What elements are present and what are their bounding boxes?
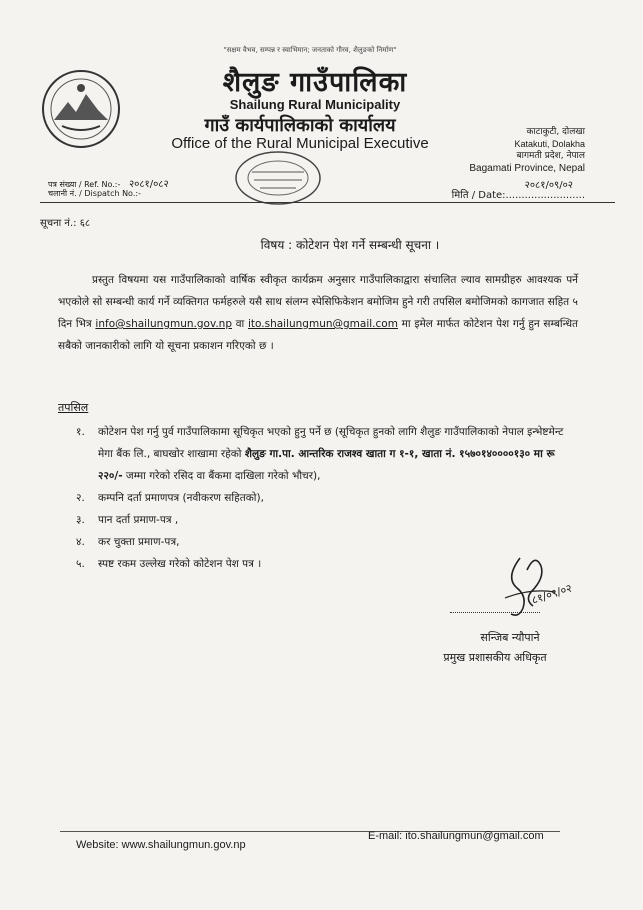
signature-date: ८१/०९/०२ — [529, 581, 574, 607]
municipality-title-english: Shailung Rural Municipality — [229, 97, 401, 112]
list-item-number: ३. — [76, 514, 85, 526]
address-nepali-line-2: बागमती प्रदेश, नेपाल — [516, 151, 585, 161]
motto: "सक्षम वैभव, सम्पन्न र स्वाभिमान; जनताको गौरव, शैलुङको निर्माण" — [223, 46, 397, 54]
list-item-text: कम्पनि दर्ता प्रमाणपत्र (नवीकरण सहितको), — [98, 492, 264, 504]
office-title-english: Office of the Rural Municipal Executive — [171, 135, 429, 152]
header-divider — [40, 202, 615, 203]
notice-body — [58, 269, 578, 357]
notice-number: सूचना नं.: ६८ — [40, 218, 91, 229]
signature-line — [450, 612, 540, 613]
list-item-text-continued: जम्मा गरेको रसिद वा बैंकमा दाखिला गरेको भौचर), — [125, 470, 321, 482]
dispatch-number: चलानी नं. / Dispatch No.:- — [48, 189, 141, 198]
municipality-title-nepali: शैलुङ गाउँपालिका — [222, 67, 408, 98]
list-item-text: स्पष्ट रकम उल्लेख गरेको कोटेशन पेश पत्र । — [98, 558, 262, 570]
list-item-text: कर चुक्ता प्रमाण-पत्र, — [98, 536, 180, 548]
date-value: २०८१/०९/०२ — [524, 180, 573, 191]
office-seal-icon — [232, 148, 324, 208]
list-item-number: २. — [76, 492, 85, 504]
email-link-info[interactable]: info@shailungmun.gov.np — [95, 318, 233, 330]
list-item-number: ५. — [76, 558, 85, 570]
footer-email[interactable]: E-mail: ito.shailungmun@gmail.com — [368, 830, 544, 842]
list-item — [76, 509, 576, 531]
office-title-nepali: गाउँ कार्यपालिकाको कार्यालय — [204, 115, 396, 136]
signatory-title: प्रमुख प्रशासकीय अधिकृत — [443, 651, 547, 664]
list-item — [76, 421, 576, 487]
list-item-number: ४. — [76, 536, 85, 548]
list-item-bold-text: शैलुङ गा.पा. आन्तरिक राजश्व खाता ग १-१, खाता नं. १५७०१४००००१३० मा रू २२०/- — [98, 448, 555, 482]
address-english-line-1: Katakuti, Dolakha — [514, 139, 585, 149]
list-item-text: कोटेशन पेश गर्नु पुर्व गाउँपालिकामा सूचिकृत भएको हुनु पर्ने छ (सूचिकृत हुनको लागि शैलुङ गाउँपालिकाको नेपाल इन्भेष्टमेन्ट मेगा बैंक लि., बाघखोर शाखामा रहेको — [98, 426, 564, 460]
municipality-emblem-icon — [40, 68, 122, 150]
signatory-name: सन्जिब न्यौपाने — [480, 631, 540, 644]
details-heading: तपसिल — [58, 401, 89, 414]
body-paragraph-2: मा इमेल मार्फत कोटेशन पेश गर्नु हुन सम्बन्धित सबैको जानकारीको लागि यो सूचना प्रकाशन गरिएको छ । — [58, 318, 579, 352]
date-label: मिति / Date:......................... — [451, 190, 585, 201]
address-english-line-2: Bagamati Province, Nepal — [469, 163, 585, 174]
subject-line: विषय : कोटेशन पेश गर्ने सम्बन्धी सूचना । — [260, 238, 440, 252]
body-connector: वा — [235, 318, 245, 330]
reference-value: २०८१/०८२ — [128, 179, 169, 190]
list-item-text: पान दर्ता प्रमाण-पत्र , — [98, 514, 179, 526]
list-item — [76, 487, 576, 509]
reference-label: पत्र संख्या / Ref. No.:- — [48, 180, 121, 189]
list-item-number: १. — [76, 426, 85, 438]
address-nepali-line-1: काटाकुटी, दोलखा — [526, 127, 585, 137]
footer-website[interactable]: Website: www.shailungmun.gov.np — [76, 839, 246, 851]
email-link-ito[interactable]: ito.shailungmun@gmail.com — [247, 318, 398, 330]
body-paragraph-1: प्रस्तुत विषयमा यस गाउँपालिकाको वार्षिक स्वीकृत कार्यक्रम अनुसार गाउँपालिकाद्वारा संचालित ल्याव सामग्रीहरु आवश्यक पर्ने भएकोले सो सम्बन्धी कार्य गर्ने व्यक्तिगत फर्महरुले यसै साथ संलग्न स्पेसिफिकेशन बमोजिम हुने गरी तपसिल बमोजिमको कागजात सहित ५ दिन भित्र — [58, 274, 578, 330]
